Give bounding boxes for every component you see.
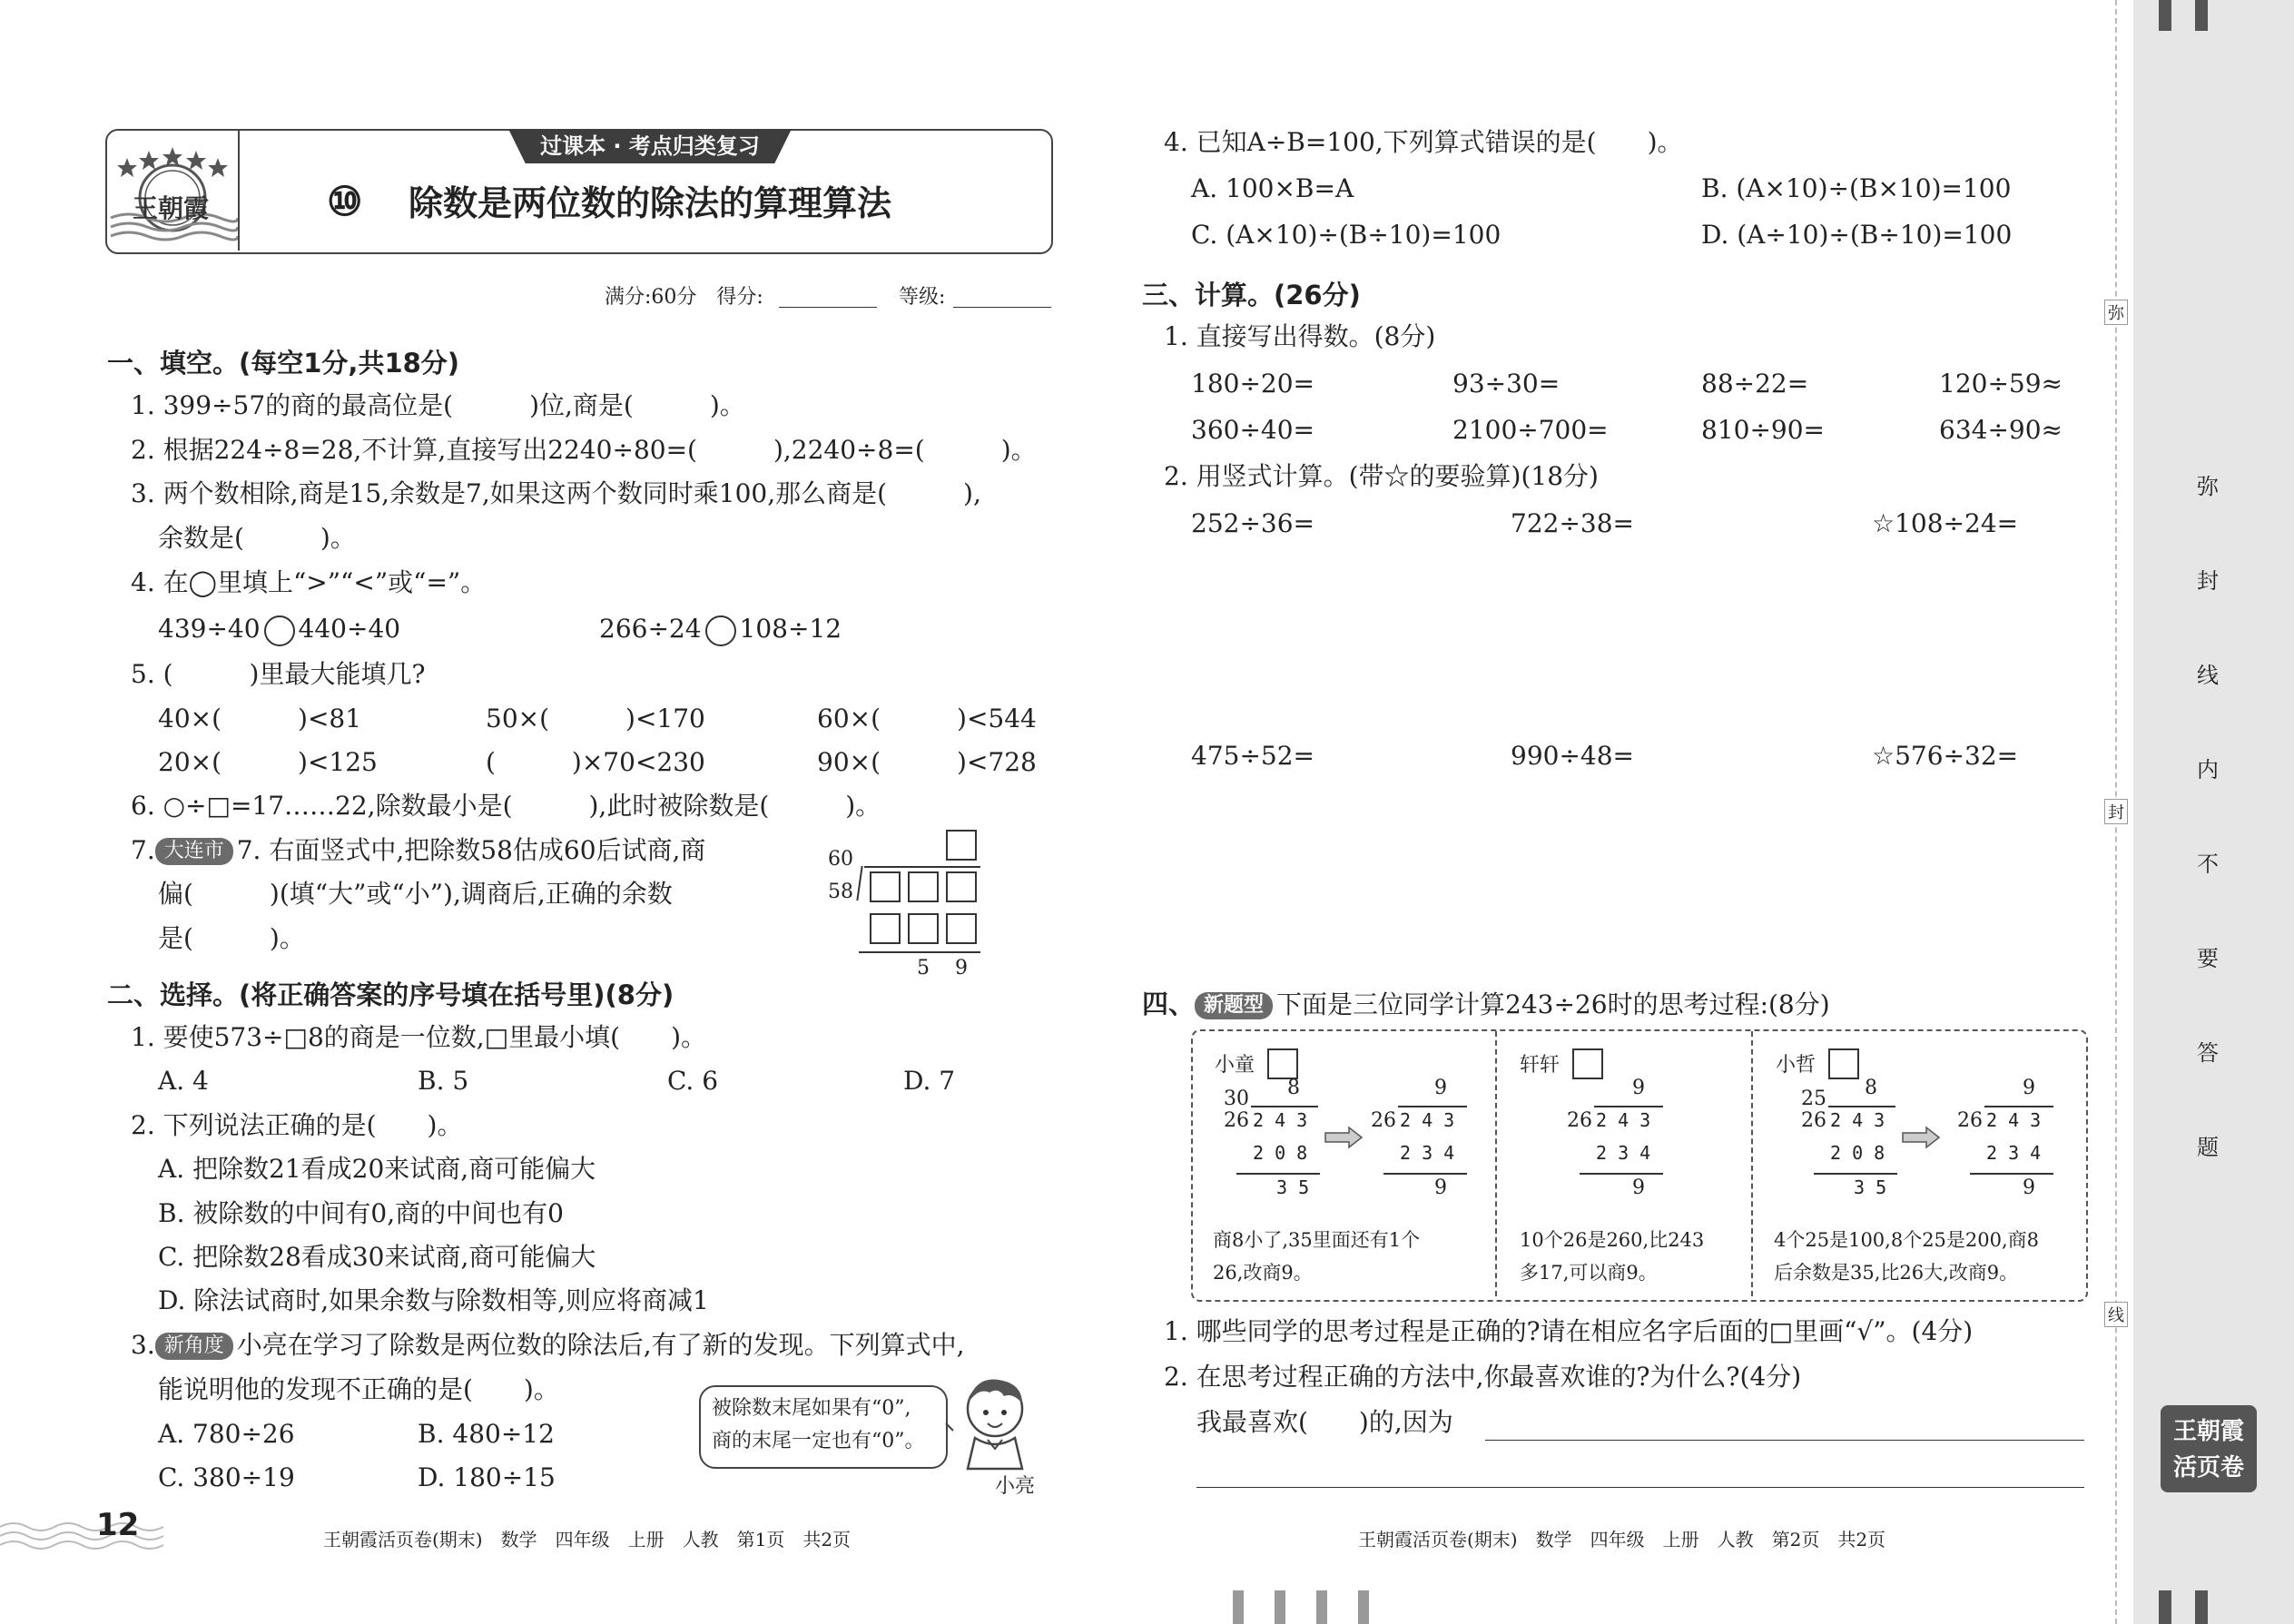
s2-q3-option: B. 480÷12 [418,1419,555,1449]
logo-text: 王朝霞 [133,193,210,223]
student-name: 小哲 [1776,1054,1816,1077]
s3-q1-item: 634÷90≈ [1939,415,2063,445]
s1-q2: 2. 根据224÷8=28,不计算,直接写出2240÷80=( ),2240÷8=( )。 [131,435,1037,465]
divisor: 26 [1224,1109,1249,1132]
score-blank[interactable] [779,307,877,308]
s4-number: 四、 [1142,989,1196,1019]
student-note: 商8小了,35里面还有1个 [1213,1229,1421,1251]
subtraction-line [859,951,980,953]
s3-q1-item: 2100÷700= [1452,415,1609,445]
dividend-box[interactable] [908,871,939,902]
s3-q2-item: 722÷38= [1511,508,1634,538]
student-note: 26,改商9。 [1213,1262,1313,1284]
r-q4: 4. 已知A÷B=100,下列算式错误的是( )。 [1164,127,1683,157]
grade-blank[interactable] [953,307,1051,308]
est-label: 30 [1224,1088,1249,1110]
q7-number: 7. [131,835,155,865]
remainder: 3 5 [1276,1176,1310,1198]
panel-divider [1495,1031,1497,1296]
subtraction-line [1580,1173,1663,1175]
remainder-digit: 9 [955,957,968,979]
panel-divider [1751,1031,1753,1296]
s1-q7-line2: 偏( )(填“大”或“小”),调商后,正确的余数 [158,879,673,909]
s2-q1-option: D. 7 [903,1066,956,1096]
s1-q4-pair-a [158,614,400,646]
seal-char: 弥 [2197,474,2219,499]
s2-q1-option: C. 6 [667,1066,719,1096]
q4a-right: 440÷40 [298,614,401,644]
s4-answer-prompt: 我最喜欢( )的,因为 [1196,1407,1453,1437]
s3-q2: 2. 用竖式计算。(带☆的要验算)(18分) [1164,461,1599,491]
quotient: 8 [1865,1077,1877,1099]
boy-illustration [944,1367,1044,1476]
student-name: 小童 [1215,1054,1255,1077]
divisor: 26 [1371,1109,1396,1132]
quotient-box[interactable] [946,830,977,861]
s2-q3-line2: 能说明他的发现不正确的是( )。 [158,1374,559,1404]
s1-q6: 6. ○÷□=17……22,除数最小是( ),此时被除数是( )。 [131,791,881,821]
s3-q1-item: 810÷90= [1701,415,1825,445]
section-2-heading: 二、选择。(将正确答案的序号填在括号里)(8分) [107,979,674,1010]
header-divider [238,131,240,251]
quotient: 9 [2023,1077,2035,1099]
s1-q5-item: 50×( )<170 [486,704,705,733]
dividend: 2 4 3 [1830,1109,1885,1131]
student-note: 后余数是35,比26大,改商9。 [1774,1262,2019,1284]
seal-char: 不 [2197,851,2219,877]
s2-q3-option: A. 780÷26 [158,1419,295,1449]
bracket-top [1251,1106,1318,1107]
product: 2 3 4 [1400,1142,1455,1164]
divisor: 26 [1957,1109,1983,1132]
dividend: 2 4 3 [1400,1109,1455,1131]
s1-q1: 1. 399÷57的商的最高位是( )位,商是( )。 [131,390,745,420]
quotient: 8 [1287,1077,1300,1099]
remainder-digit: 5 [917,957,930,979]
subtraction-line [1383,1173,1467,1175]
student-note: 10个26是260,比243 [1520,1229,1705,1251]
s3-q1-item: 93÷30= [1452,369,1561,399]
s2-q1-option: B. 5 [418,1066,469,1096]
seal-char: 线 [2197,663,2219,688]
q3-number: 3. [131,1330,155,1360]
compare-circle[interactable] [705,615,736,646]
seal-mark: 封 [2104,799,2128,824]
s1-q5-item: 60×( )<544 [817,704,1037,733]
s1-q5-item: 20×( )<125 [158,747,378,777]
score-label: 满分:60分 得分: [605,286,763,309]
bracket-top [864,866,980,868]
divisor: 26 [1801,1109,1826,1132]
s2-q2-option: C. 把除数28看成30来试商,商可能偏大 [158,1242,596,1272]
binding-mark [1358,1590,1369,1624]
r-q4-option: A. 100×B=A [1191,173,1354,203]
s3-q2-item: 990÷48= [1511,741,1634,771]
s3-q2-item: 475÷52= [1191,741,1314,771]
footer-right: 王朝霞活页卷(期末) 数学 四年级 上册 人教 第2页 共2页 [1358,1529,1886,1550]
quotient: 9 [1632,1077,1645,1099]
wave-decoration [0,1518,172,1554]
s2-q3-option: C. 380÷19 [158,1462,295,1492]
s2-q3-line1 [131,1330,965,1361]
dividend-box[interactable] [946,871,977,902]
ribbon-text: 过课本 · 考点归类复习 [540,133,760,159]
binding-mark [1316,1590,1327,1624]
section-1-heading: 一、填空。(每空1分,共18分) [107,348,460,379]
grade-label: 等级: [899,286,946,309]
footer-left: 王朝霞活页卷(期末) 数学 四年级 上册 人教 第1页 共2页 [323,1529,852,1550]
s3-q1: 1. 直接写出得数。(8分) [1164,321,1436,351]
seal-char: 内 [2197,757,2219,782]
bubble-line2: 商的末尾一定也有“0”。 [712,1430,925,1452]
s2-q3-option: D. 180÷15 [418,1462,556,1492]
s1-q5-item: 40×( )<81 [158,704,362,733]
top-bar [2159,0,2171,31]
seal-mark: 弥 [2104,300,2128,325]
binding-mark [1233,1590,1244,1624]
s1-q3-line1: 3. 两个数相除,商是15,余数是7,如果这两个数同时乘100,那么商是( ), [131,478,981,508]
s2-q2-option: D. 除法试商时,如果余数与除数相等,则应将商减1 [158,1285,709,1315]
new-type-tag: 新题型 [1195,992,1273,1019]
side-strip [2133,0,2294,1624]
subtraction-line [1970,1173,2053,1175]
quotient: 9 [1434,1077,1447,1099]
s1-q4: 4. 在◯里填上“>”“<”或“=”。 [131,567,487,597]
s3-q1-item: 120÷59≈ [1939,369,2063,399]
bracket-top [1984,1106,2053,1107]
answer-line[interactable] [1485,1440,2084,1441]
student-name: 轩轩 [1520,1054,1561,1077]
bubble-line1: 被除数末尾如果有“0”, [712,1397,911,1420]
brand-name: 王朝霞 [2172,1418,2244,1445]
new-angle-tag: 新角度 [155,1333,233,1360]
seal-char: 答 [2197,1040,2219,1066]
s2-q2-option: A. 把除数21看成20来试商,商可能偏大 [158,1154,596,1184]
top-bar [2195,0,2208,31]
dividend: 2 4 3 [1986,1109,2042,1131]
compare-circle[interactable] [264,615,295,646]
region-tag: 大连市 [155,838,233,865]
est-divisor: 60 [828,848,853,871]
s3-q2-item: ☆576÷32= [1872,741,2019,771]
s1-q5-item: 90×( )<728 [817,747,1037,777]
s3-q1-item: 360÷40= [1191,415,1314,445]
s1-q4-pair-b [599,614,842,646]
product-box[interactable] [946,913,977,944]
q3-text: 小亮在学习了除数是两位数的除法后,有了新的发现。下列算式中, [236,1330,965,1360]
q7-text: 7. 右面竖式中,把除数58估成60后试商,商 [236,835,706,865]
arrow-icon [1901,1126,1941,1149]
binding-mark [1275,1590,1285,1624]
seal-char: 要 [2197,946,2219,971]
q4b-right: 108÷12 [739,614,842,644]
bottom-bar [2159,1590,2171,1624]
remainder: 3 5 [1854,1176,1887,1198]
dividend: 2 4 3 [1596,1109,1651,1131]
product: 2 0 8 [1830,1142,1885,1164]
student-note: 多17,可以商9。 [1520,1262,1658,1284]
s4-text: 下面是三位同学计算243÷26时的思考过程:(8分) [1276,989,1830,1019]
s3-q1-item: 88÷22= [1701,369,1809,399]
product: 2 3 4 [1596,1142,1651,1164]
arrow-icon [1324,1126,1364,1149]
answer-line[interactable] [1196,1487,2084,1488]
seal-mark: 线 [2104,1302,2128,1327]
boy-name: 小亮 [995,1475,1036,1498]
bottom-bar [2195,1590,2208,1624]
q7-division-figure [817,826,999,989]
product-box[interactable] [870,913,901,944]
divisor: 26 [1567,1109,1592,1132]
lesson-badge: ⑩ [327,179,363,225]
subtraction-line [1236,1173,1320,1175]
bracket-top [1398,1106,1467,1107]
bracket-top [1594,1106,1663,1107]
s3-q1-item: 180÷20= [1191,369,1314,399]
student-note: 4个25是100,8个25是200,商8 [1774,1229,2040,1251]
page-title: 除数是两位数的除法的算理算法 [409,183,892,223]
s1-q3-line2: 余数是( )。 [158,523,356,553]
r-q4-option: D. (A÷10)÷(B÷10)=100 [1701,220,2013,250]
bracket-top [1828,1106,1895,1107]
brand-sub: 活页卷 [2172,1454,2244,1481]
q4a-left: 439÷40 [158,614,261,644]
s3-q2-item: 252÷36= [1191,508,1314,538]
product-box[interactable] [908,913,939,944]
s2-q2: 2. 下列说法正确的是( )。 [131,1110,463,1140]
s4-q1: 1. 哪些同学的思考过程是正确的?请在相应名字后面的□里画“√”。(4分) [1164,1316,1974,1346]
s2-q2-option: B. 被除数的中间有0,商的中间也有0 [158,1198,564,1228]
dividend-box[interactable] [870,871,901,902]
remainder: 9 [1434,1176,1447,1199]
section-4-heading [1142,984,1830,1021]
est-label: 25 [1801,1088,1826,1110]
s1-q5: 5. ( )里最大能填几? [131,659,426,689]
remainder: 9 [1632,1176,1645,1199]
dividend: 2 4 3 [1253,1109,1308,1131]
check-box[interactable] [1267,1048,1298,1079]
r-q4-option: C. (A×10)÷(B÷10)=100 [1191,220,1501,250]
s1-q7-line1 [131,835,705,866]
s3-q2-item: ☆108÷24= [1872,508,2019,538]
s1-q5-item: ( )×70<230 [486,747,705,777]
product: 2 3 4 [1986,1142,2042,1164]
s2-q1-option: A. 4 [158,1066,209,1096]
s4-q2: 2. 在思考过程正确的方法中,你最喜欢谁的?为什么?(4分) [1164,1362,1802,1392]
subtraction-line [1814,1173,1897,1175]
product: 2 0 8 [1253,1142,1308,1164]
s1-q7-line3: 是( )。 [158,923,305,953]
r-q4-option: B. (A×10)÷(B×10)=100 [1701,173,2012,203]
q4b-left: 266÷24 [599,614,702,644]
divisor: 58 [828,881,853,903]
seal-char: 封 [2197,568,2219,594]
check-box[interactable] [1572,1048,1603,1079]
seal-char: 题 [2197,1135,2219,1160]
page-number: 12 [96,1507,140,1543]
check-box[interactable] [1828,1048,1859,1079]
bracket-side [856,866,862,901]
remainder: 9 [2023,1176,2035,1199]
s2-q1: 1. 要使573÷□8的商是一位数,□里最小填( )。 [131,1022,706,1052]
section-3-heading: 三、计算。(26分) [1142,280,1361,310]
